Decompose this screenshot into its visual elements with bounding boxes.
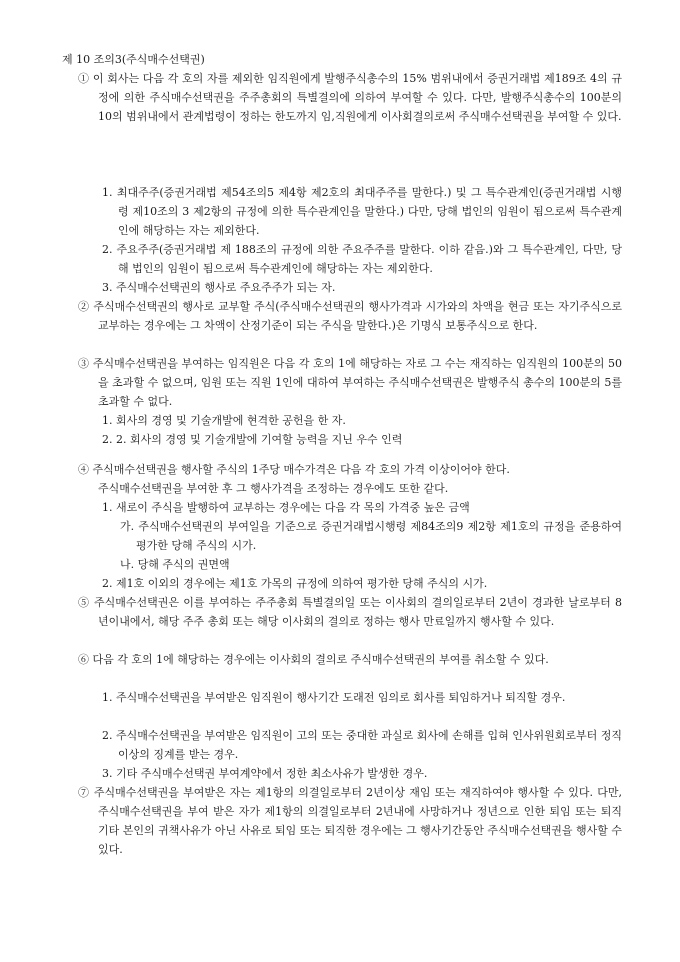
paragraph-4-subitem-na: 나. 당해 주식의 권면액 — [120, 558, 230, 571]
paragraph-4-subitem-ga: 가. 주식매수선택권의 부여일을 기준으로 증권거래법시행령 제84조의9 제2항 제1호의 규정을 준용하여 평가한 당해 주식의 시가. — [120, 520, 622, 552]
paragraph-4-item-1: 1. 새로이 주식을 발행하여 교부하는 경우에는 다음 각 목의 가격중 높은 금액 — [102, 501, 470, 514]
paragraph-4-continuation: 주식매수선택권을 부여한 후 그 행사가격을 조정하는 경우에도 또한 같다. — [98, 482, 449, 495]
paragraph-3-item-2: 2. 2. 회사의 경영 및 기술개발에 기여할 능력을 지닌 우수 인력 — [102, 433, 403, 446]
paragraph-6-item-3: 3. 기타 주식매수선택권 부여계약에서 정한 최소사유가 발생한 경우. — [102, 767, 428, 780]
paragraph-6: ⑥ 다음 각 호의 1에 해당하는 경우에는 이사회의 결의로 주식매수선택권의 부여를 취소할 수 있다. — [78, 653, 549, 666]
paragraph-1-item-1: 1. 최대주주(증권거래법 제54조의5 제4항 제2호의 최대주주를 말한다.) 및 그 특수관계인(증권거래법 시행령 제10조의 3 제2항의 규정에 의한 특수관계인을 말한다.) 다만, 당해 법인의 임원이 됨으로써 특수관계인에 해당하는 자는 제외한다. — [102, 186, 622, 237]
paragraph-4: ④ 주식매수선택권을 행사할 주식의 1주당 매수가격은 다음 각 호의 가격 이상이어야 한다. — [78, 463, 510, 476]
paragraph-3: ③ 주식매수선택권을 부여하는 임직원은 다음 각 호의 1에 해당하는 자로 그 수는 재직하는 임직원의 100분의 50을 초과할 수 없으며, 임원 또는 직원 1인에 대하여 부여하는 주식매수선택권은 발행주식 총수의 100분의 5를 초과할 수 없다. — [78, 357, 622, 408]
article-title: 제 10 조의3(주식매수선택권) — [62, 53, 205, 66]
paragraph-6-item-2: 2. 주식매수선택권을 부여받은 임직원이 고의 또는 중대한 과실로 회사에 손해를 입혀 인사위원회로부터 정직이상의 징계를 받는 경우. — [102, 729, 622, 761]
paragraph-6-item-1: 1. 주식매수선택권을 부여받은 임직원이 행사기간 도래전 임의로 회사를 퇴임하거나 퇴직할 경우. — [102, 691, 566, 704]
paragraph-1: ① 이 회사는 다음 각 호의 자를 제외한 임직원에게 발행주식총수의 15% 범위내에서 증권거래법 제189조 4의 규정에 의한 주식매수선택권을 주주총회의 특별결의에 의하여 부여할 수 있다. 다만, 발행주식총수의 100분의 10의 범위내에서 관계법령이 정하는 한도까지 임,직원에게 이사회결의로써 주식매수선택권을 부여할 수 있다. — [78, 72, 622, 123]
paragraph-7: ⑦ 주식매수선택권을 부여받은 자는 제1항의 의결일로부터 2년이상 재임 또는 재직하여야 행사할 수 있다. 다만, 주식매수선택권을 부여 받은 자가 제1항의 의결일로부터 2년내에 사망하거나 정년으로 인한 퇴임 또는 퇴직 기타 본인의 귀책사유가 아닌 사유로 퇴임 또는 퇴직한 경우에는 그 행사기간동안 주식매수선택권을 행사할 수 있다. — [78, 786, 622, 856]
paragraph-2: ② 주식매수선택권의 행사로 교부할 주식(주식매수선택권의 행사가격과 시가와의 차액을 현금 또는 자기주식으로 교부하는 경우에는 그 차액이 산정기준이 되는 주식을 말한다.)은 기명식 보통주식으로 한다. — [78, 300, 622, 332]
paragraph-5: ⑤ 주식매수선택권은 이를 부여하는 주주총회 특별결의일 또는 이사회의 결의일로부터 2년이 경과한 날로부터 8년이내에서, 해당 주주 총회 또는 해당 이사회의 결의로 정하는 행사 만료일까지 행사할 수 있다. — [78, 596, 622, 628]
paragraph-1-item-2: 2. 주요주주(증권거래법 제 188조의 규정에 의한 주요주주를 말한다. 이하 같음.)와 그 특수관계인, 다만, 당해 법인의 임원이 됨으로써 특수관계인에 해당하는 자는 제외한다. — [102, 243, 622, 275]
paragraph-3-item-1: 1. 회사의 경영 및 기술개발에 현격한 공헌을 한 자. — [102, 414, 346, 427]
paragraph-1-item-3: 3. 주식매수선택권의 행사로 주요주주가 되는 자. — [102, 281, 336, 294]
paragraph-4-item-2: 2. 제1호 이외의 경우에는 제1호 가목의 규정에 의하여 평가한 당해 주식의 시가. — [102, 577, 488, 590]
